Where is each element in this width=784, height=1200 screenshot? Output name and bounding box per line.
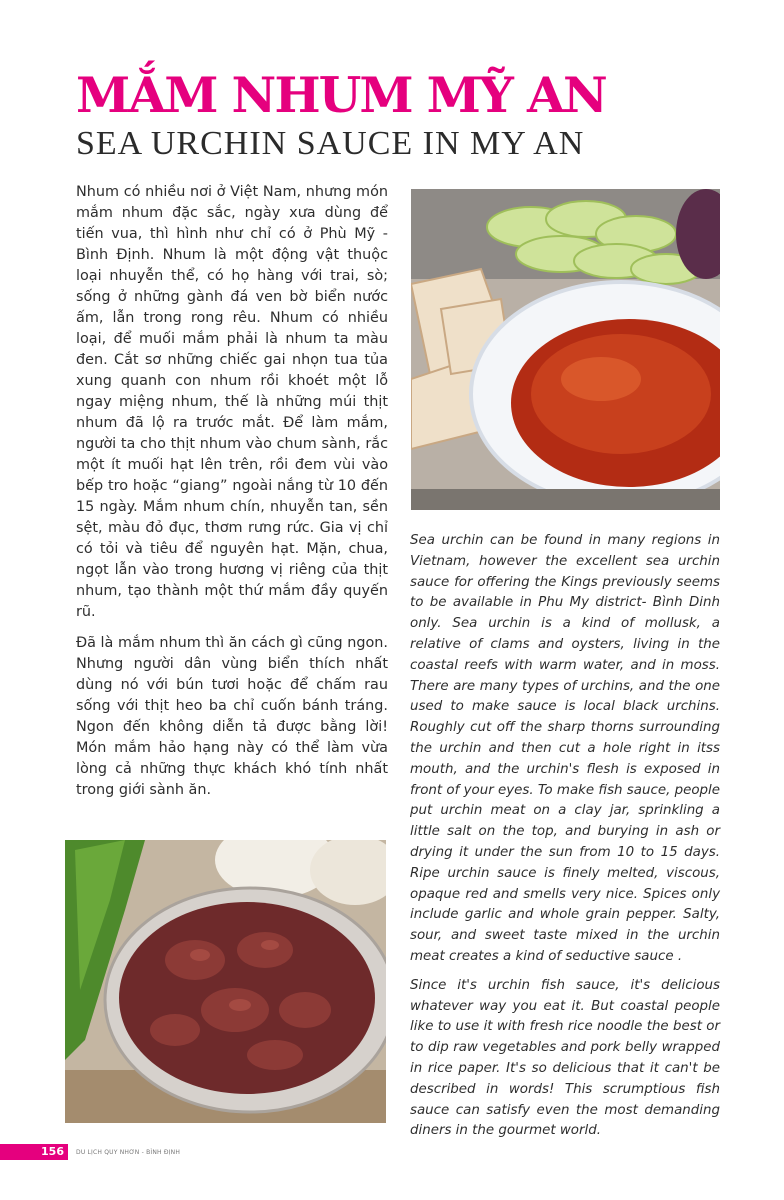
en-paragraph-1: Sea urchin can be found in many regions in Vietnam, however the excellent sea urchin sauce for offering the Kings previously seems to be available in Phu My district- Bình Dinh only. Sea urchin is a kind of mollusk, a relative of clams and oysters, living in the coastal reefs with warm water, and in moss. There are many types of urchins, and the one used to make sauce is local black urchins. Roughly cut off the sharp thorns surrounding the urchin and then cut a hole right in itss mouth, and the urchin's flesh is exposed in front of your eyes. To make fish sauce, people put urchin meat on a clay jar, sprinkling a little salt on the top, and burying in ash or drying it under the sun from 10 to 15 days. Ripe urchin sauce is finely melted, viscous, opaque red and smells very nice. Spices only include garlic and whole grain pepper. Salty, sour, and sweet taste mixed in the urchin meat creates a kind of seductive sauce . <box>410 533 720 964</box>
photo-sauce-glass-bowl <box>65 840 386 1123</box>
vi-paragraph-2: Đã là mắm nhum thì ăn cách gì cũng ngon. Nhưng người dân vùng biển thích nhất dùng nó với bún tươi hoặc để chấm rau sống với thịt heo ba chỉ cuốn bánh tráng. Ngon đến không diễn tả được bằng lời! Món mắm hảo hạng này có thể làm vừa lòng cả những thực khách khó tính nhất trong giới sành ăn. <box>76 635 388 798</box>
english-text-column <box>410 531 720 1150</box>
vi-paragraph-1: Nhum có nhiều nơi ở Việt Nam, nhưng món mắm nhum đặc sắc, ngày xưa dùng để tiến vua, thì hình như chỉ có ở Phù Mỹ - Bình Định. Nhum là một động vật thuộc loại nhuyễn thể, có họ hàng với trai, sò; sống ở những gành đá ven bờ biển nước ấm, lẫn trong rong rêu. Nhum có nhiều loại, để muối mắm phải là nhum ta màu đen. Cắt sơ những chiếc gai nhọn tua tủa xung quanh con nhum rồi khoét một lỗ ngay miệng nhum, thế là những múi thịt nhum đã lộ ra trước mắt. Để làm mắm, người ta cho thịt nhum vào chum sành, rắc một ít muối hạt lên trên, rồi đem vùi vào bếp tro hoặc “giang” ngoài nắng từ 10 đến 15 ngày. Mắm nhum chín, nhuyễn tan, sền sệt, màu đỏ đục, thơm rưng rức. Gia vị chỉ có tỏi và tiêu để nguyên hạt. Mặn, chua, ngọt lẫn vào trong hương vị riêng của thịt nhum, tạo thành một thứ mắm đầy quyến rũ. <box>76 184 388 620</box>
page-title: MẮM NHUM MỸ AN <box>76 66 606 124</box>
publication-name: DU LỊCH QUY NHƠN - BÌNH ĐỊNH <box>76 1148 181 1156</box>
en-paragraph-2: Since it's urchin fish sauce, it's delicious whatever way you eat it. But coastal people like to use it with fresh rice noodle the best or to dip raw vegetables and pork belly wrapped in rice paper. It's so delicious that it can't be described in words! This scrumptious fish sauce can satisfy even the most demanding diners in the gourmet world. <box>410 977 720 1139</box>
page-footer <box>0 1144 180 1160</box>
page-number: 156 <box>0 1144 68 1160</box>
page-subtitle: SEA URCHIN SAUCE IN MY AN <box>76 125 585 162</box>
vietnamese-text-column <box>76 182 388 811</box>
photo-sauce-bowl-with-pork <box>411 189 720 510</box>
